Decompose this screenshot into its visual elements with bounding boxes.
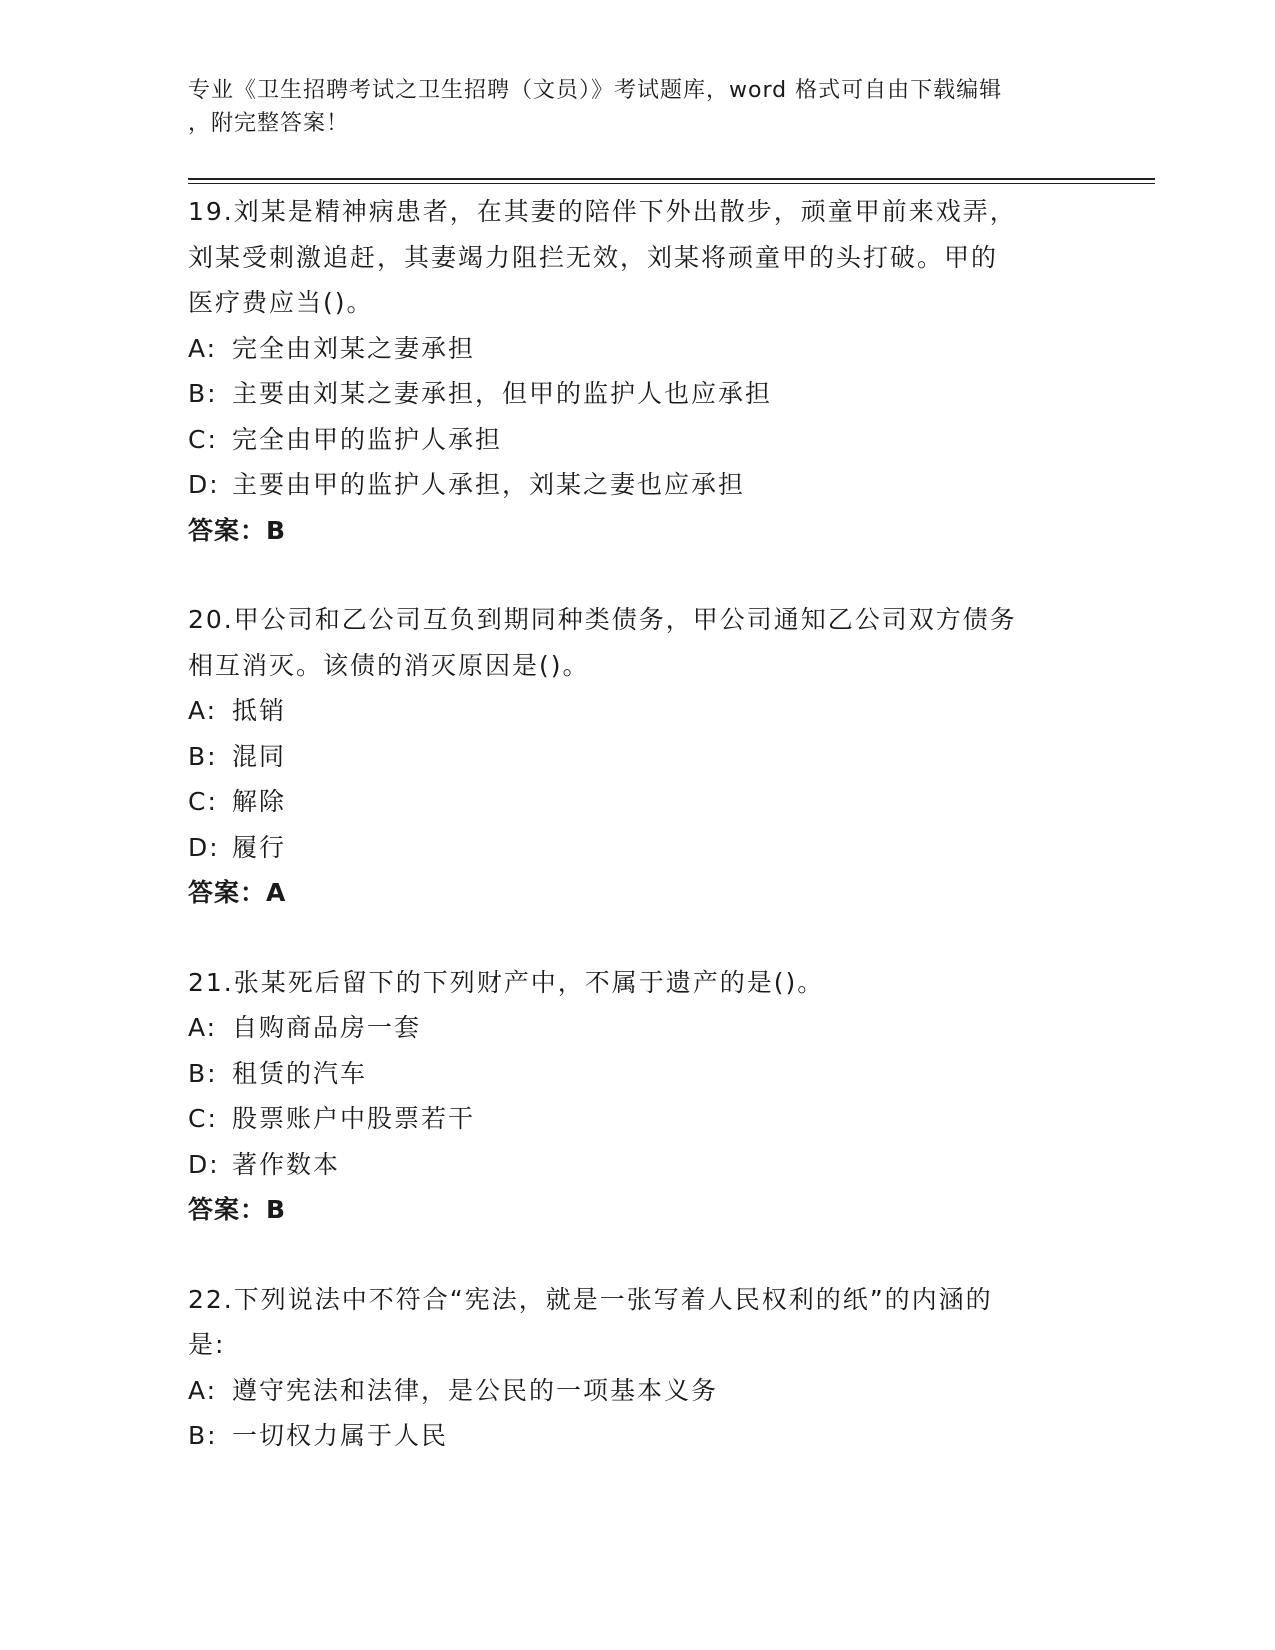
option-b [188, 371, 1088, 417]
stem-line: 是: [188, 1330, 226, 1359]
option-prefix: D: [188, 832, 220, 862]
option-d [188, 1142, 1088, 1188]
option-text: 混同 [232, 741, 287, 771]
option-prefix: C: [188, 424, 218, 454]
option-text: 主要由刘某之妻承担，但甲的监护人也应承担 [232, 379, 773, 408]
header-divider-thick [188, 178, 1155, 180]
option-text: 自购商品房一套 [232, 1013, 422, 1042]
document-header [188, 74, 1088, 140]
option-prefix: B: [188, 741, 218, 771]
question-stem [188, 597, 1088, 688]
option-d [188, 825, 1088, 871]
option-prefix: C: [188, 787, 218, 816]
option-a [188, 1368, 1088, 1414]
option-prefix: C: [188, 1104, 218, 1133]
option-text: 完全由刘某之妻承担 [232, 333, 476, 363]
option-prefix: A: [188, 333, 218, 363]
option-text: 租赁的汽车 [232, 1058, 368, 1088]
option-a [188, 1005, 1088, 1051]
option-b [188, 734, 1088, 780]
option-a [188, 688, 1088, 734]
question-22 [188, 1277, 1088, 1459]
option-d [188, 462, 1088, 508]
stem-line: 21.张某死后留下的下列财产中，不属于遗产的是()。 [188, 967, 825, 997]
question-stem [188, 960, 1088, 1006]
question-stem [188, 189, 1088, 326]
option-prefix: A: [188, 696, 218, 725]
option-text: 一切权力属于人民 [232, 1421, 449, 1450]
option-prefix: D: [188, 1149, 220, 1179]
option-prefix: D: [188, 470, 220, 499]
option-text: 完全由甲的监护人承担 [232, 424, 503, 454]
option-prefix: B: [188, 1058, 218, 1088]
option-text: 遵守宪法和法律，是公民的一项基本义务 [232, 1375, 719, 1405]
header-line-1: 专业《卫生招聘考试之卫生招聘（文员）》考试题库，word 格式可自由下载编辑 [188, 78, 1003, 103]
option-a [188, 326, 1088, 372]
stem-line: 19.刘某是精神病患者，在其妻的陪伴下外出散步，顽童甲前来戏弄， [188, 197, 1017, 226]
header-line-2: ，附完整答案！ [188, 111, 350, 136]
option-c [188, 1096, 1088, 1142]
stem-line: 刘某受刺激追赶，其妻竭力阻拦无效，刘某将顽童甲的头打破。甲的 [188, 242, 999, 272]
stem-line: 相互消灭。该债的消灭原因是()。 [188, 650, 590, 680]
option-text: 著作数本 [232, 1149, 341, 1179]
answer-line: 答案：B [188, 515, 287, 545]
answer-line: 答案：A [188, 878, 287, 907]
question-21 [188, 960, 1088, 1233]
answer-line: 答案：B [188, 1195, 287, 1224]
option-text: 履行 [232, 832, 287, 862]
option-prefix: A: [188, 1375, 218, 1405]
option-text: 股票账户中股票若干 [232, 1104, 476, 1133]
option-text: 解除 [232, 787, 287, 816]
option-c [188, 779, 1088, 825]
option-text: 主要由甲的监护人承担，刘某之妻也应承担 [232, 470, 746, 499]
stem-line: 20.甲公司和乙公司互负到期同种类债务，甲公司通知乙公司双方债务 [188, 605, 1017, 634]
question-stem [188, 1277, 1088, 1368]
option-b [188, 1413, 1088, 1459]
option-prefix: B: [188, 1421, 218, 1450]
header-divider-thin [188, 183, 1155, 184]
option-c [188, 417, 1088, 463]
option-b [188, 1051, 1088, 1097]
option-prefix: A: [188, 1013, 218, 1042]
question-list [188, 189, 1088, 1459]
stem-line: 医疗费应当()。 [188, 288, 374, 317]
option-prefix: B: [188, 379, 218, 408]
question-19 [188, 189, 1088, 553]
option-text: 抵销 [232, 696, 287, 725]
question-20 [188, 597, 1088, 916]
stem-line: 22.下列说法中不符合“宪法，就是一张写着人民权利的纸”的内涵的 [188, 1284, 993, 1314]
